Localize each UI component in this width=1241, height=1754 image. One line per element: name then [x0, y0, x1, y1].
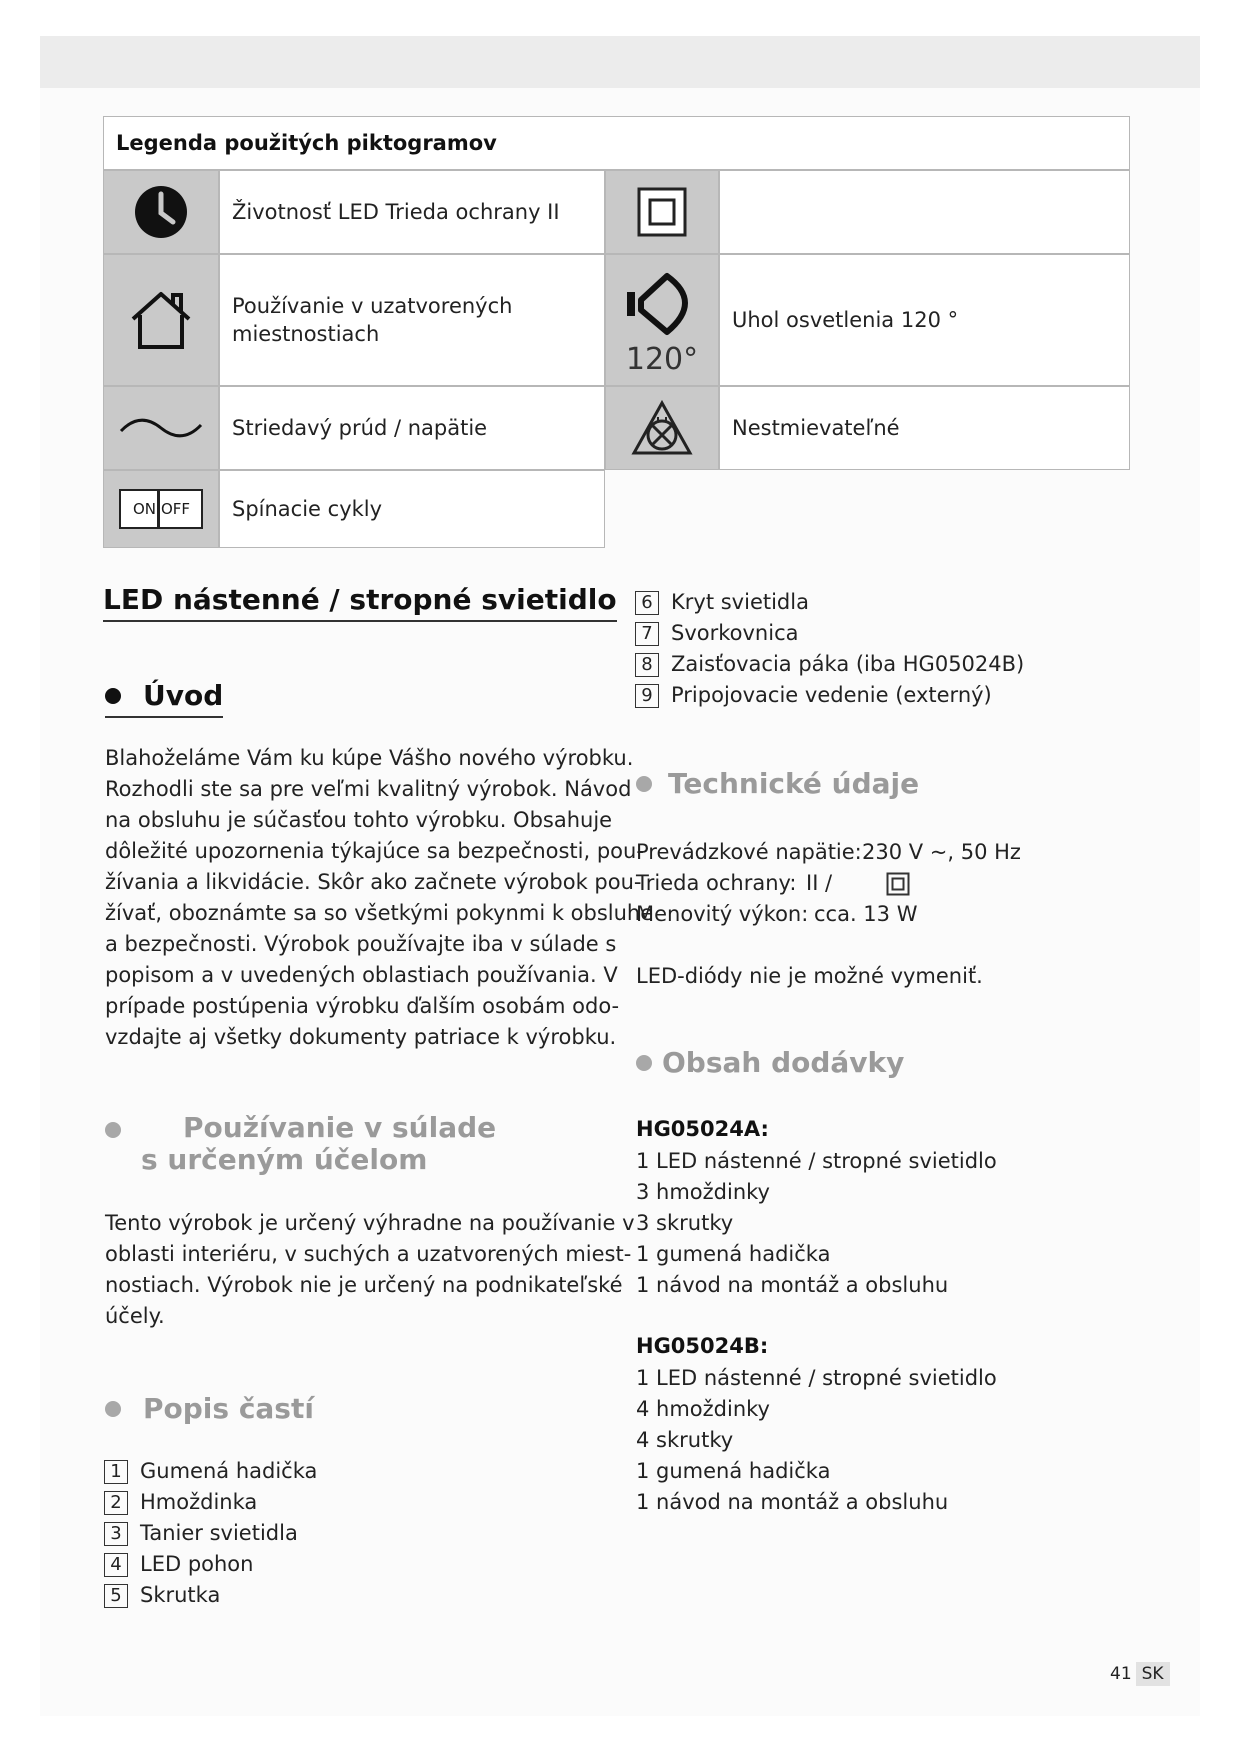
- delivery-list-b: [636, 1329, 997, 1518]
- on-label: ON: [119, 489, 159, 529]
- usage-line: Tento výrobok je určený výhradne na používanie v: [105, 1211, 635, 1235]
- part-number: 8: [635, 653, 659, 677]
- legend-empty-cell: [719, 170, 1130, 254]
- tech-row-power: [636, 899, 1021, 930]
- usage-line: nostiach. Výrobok nie je určený na podnikateľské: [105, 1273, 623, 1297]
- pictogram-legend-table: [103, 116, 1130, 548]
- intro-line: na obsluhu je súčasťou tohto výrobku. Obsahuje: [105, 808, 613, 832]
- part-label: LED pohon: [140, 1552, 254, 1576]
- list-item: 4 skrutky: [636, 1428, 734, 1452]
- list-item: [104, 1487, 317, 1518]
- bullet-icon: [105, 688, 121, 704]
- intro-heading: [105, 679, 223, 718]
- part-number: 2: [104, 1491, 128, 1515]
- part-number: 6: [635, 591, 659, 615]
- alternating-current-icon: [103, 386, 219, 470]
- intro-line: Rozhodli ste sa pre veľmi kvalitný výrobok. Návod: [105, 777, 632, 801]
- part-number: 4: [104, 1553, 128, 1577]
- legend-indoor-text: Používanie v uzatvorených miestnostiach: [219, 254, 605, 386]
- intro-line: prípade postúpenia výrobku ďalším osobám odo-: [105, 994, 620, 1018]
- tech-heading-text: Technické údaje: [668, 767, 920, 800]
- protection-class-ii-icon: [886, 872, 910, 896]
- list-item: 4 hmoždinky: [636, 1397, 770, 1421]
- list-item: 1 LED nástenné / stropné svietidlo: [636, 1149, 997, 1173]
- list-item: 3 skrutky: [636, 1211, 734, 1235]
- class-label: Trieda ochrany:: [636, 871, 797, 895]
- tech-row-voltage: [636, 837, 1021, 868]
- usage-heading-line2: s určeným účelom: [141, 1143, 428, 1176]
- parts-heading: [105, 1392, 314, 1425]
- list-item: 3 hmoždinky: [636, 1180, 770, 1204]
- usage-line: oblasti interiéru, v suchých a uzatvorených miest-: [105, 1242, 632, 1266]
- list-item: 1 LED nástenné / stropné svietidlo: [636, 1366, 997, 1390]
- parts-heading-text: Popis častí: [143, 1392, 314, 1425]
- list-item: [104, 1580, 317, 1611]
- intro-line: a bezpečnosti. Výrobok používajte iba v súlade s: [105, 932, 617, 956]
- tech-row-spacer: [636, 930, 1021, 961]
- power-label: Menovitý výkon:: [636, 902, 809, 926]
- bullet-icon: [105, 1122, 121, 1138]
- class-value: II /: [806, 871, 833, 895]
- beam-angle-icon: [605, 254, 719, 386]
- part-label: Pripojovacie vedenie (externý): [671, 683, 992, 707]
- tech-heading: [636, 767, 919, 800]
- tech-data: [636, 837, 1021, 992]
- usage-heading: [105, 1112, 496, 1176]
- voltage-label: Prevádzkové napätie:: [636, 840, 862, 864]
- legend-non-dimmable-text: Nestmievateľné: [719, 386, 1130, 470]
- house-icon: [103, 254, 219, 386]
- page-number-value: 41: [1110, 1664, 1132, 1684]
- beam-angle-label: 120°: [625, 342, 699, 377]
- part-number: 3: [104, 1522, 128, 1546]
- list-item: 1 návod na montáž a obsluhu: [636, 1273, 949, 1297]
- list-item: 1 gumená hadička: [636, 1459, 831, 1483]
- usage-heading-line1: Používanie v súlade: [183, 1111, 497, 1144]
- usage-paragraph: [105, 1208, 635, 1332]
- legend-beam-angle-text: Uhol osvetlenia 120 °: [719, 254, 1130, 386]
- usage-line: účely.: [105, 1304, 165, 1328]
- list-item: 1 návod na montáž a obsluhu: [636, 1490, 949, 1514]
- part-number: 7: [635, 622, 659, 646]
- intro-line: žívať, oboznámte sa so všetkými pokynmi k obsluhe: [105, 901, 654, 925]
- part-label: Gumená hadička: [140, 1459, 318, 1483]
- delivery-list-a: [636, 1112, 997, 1301]
- tech-row-class: [636, 868, 1021, 899]
- legend-lifetime-text: Životnosť LED Trieda ochrany II: [219, 170, 605, 254]
- part-label: Kryt svietidla: [671, 590, 809, 614]
- legend-title: Legenda použitých piktogramov: [103, 116, 1130, 170]
- parts-list-left: [104, 1456, 317, 1611]
- off-label: OFF: [159, 489, 203, 529]
- part-number: 5: [104, 1584, 128, 1608]
- legend-ac-text: Striedavý prúd / napätie: [219, 386, 605, 470]
- delivery-a-title: HG05024A:: [636, 1117, 769, 1141]
- list-item: [635, 618, 1024, 649]
- list-item: 1 gumená hadička: [636, 1242, 831, 1266]
- part-label: Zaisťovacia páka (iba HG05024B): [671, 652, 1025, 676]
- intro-heading-text: Úvod: [143, 679, 224, 712]
- non-dimmable-icon: [605, 386, 719, 470]
- part-label: Svorkovnica: [671, 621, 799, 645]
- delivery-heading: [636, 1046, 904, 1079]
- voltage-value: 230 V ~, 50 Hz: [862, 840, 1021, 864]
- bullet-icon: [636, 776, 652, 792]
- parts-list-right: [635, 587, 1024, 711]
- delivery-heading-text: Obsah dodávky: [662, 1046, 905, 1079]
- intro-line: žívania a likvidácie. Skôr ako začnete výrobok pou-: [105, 870, 642, 894]
- intro-line: vzdajte aj všetky dokumenty patriace k výrobku.: [105, 1025, 617, 1049]
- delivery-b-title: HG05024B:: [636, 1334, 769, 1358]
- part-label: Skrutka: [140, 1583, 221, 1607]
- part-label: Tanier svietidla: [140, 1521, 298, 1545]
- intro-line: popisom a v uvedených oblastiach používania. V: [105, 963, 618, 987]
- tech-note: LED-diódy nie je možné vymeniť.: [636, 964, 983, 988]
- legend-switching-text: Spínacie cykly: [219, 470, 605, 548]
- part-label: Hmoždinka: [140, 1490, 258, 1514]
- protection-class-ii-icon: [605, 170, 719, 254]
- list-item: [104, 1456, 317, 1487]
- list-item: [635, 649, 1024, 680]
- bullet-icon: [105, 1401, 121, 1417]
- intro-line: dôležité upozornenia týkajúce sa bezpečnosti, pou-: [105, 839, 644, 863]
- clock-icon: [103, 170, 219, 254]
- power-value: cca. 13 W: [814, 902, 918, 926]
- part-number: 9: [635, 684, 659, 708]
- intro-line: Blahoželáme Vám ku kúpe Vášho nového výrobku.: [105, 746, 634, 770]
- list-item: [635, 587, 1024, 618]
- list-item: [104, 1518, 317, 1549]
- part-number: 1: [104, 1460, 128, 1484]
- list-item: [635, 680, 1024, 711]
- page-number: [1110, 1662, 1170, 1686]
- on-off-switch-icon: [103, 470, 219, 548]
- header-band: [40, 36, 1200, 88]
- bullet-icon: [636, 1055, 652, 1071]
- main-title: LED nástenné / stropné svietidlo: [103, 583, 617, 622]
- language-code: SK: [1136, 1662, 1170, 1686]
- intro-paragraph: [105, 743, 653, 1053]
- list-item: [104, 1549, 317, 1580]
